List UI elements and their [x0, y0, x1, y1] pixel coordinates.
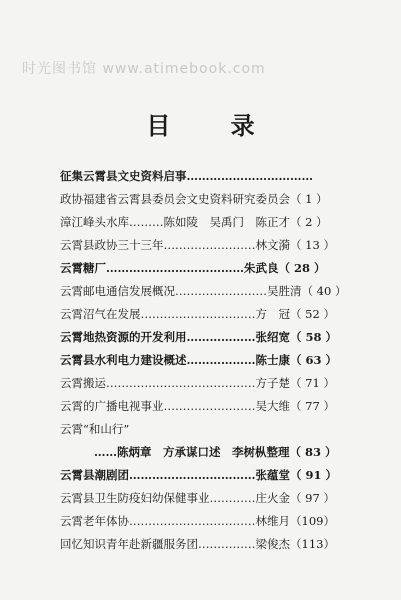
toc-entry: 云霄糖厂………………………………朱武良（ 28 ）	[60, 261, 326, 275]
page-title: 目 录	[146, 111, 281, 140]
watermark-text: 时光图书馆 www.atimebook.com	[22, 61, 266, 77]
toc-entry: 漳江峰头水库………陈如陵 吴禹门 陈正才（ 2 ）	[60, 215, 328, 229]
toc-entry: 云霄邮电通信发展概况……………………吴胜清（ 40 ）	[60, 284, 347, 298]
toc-entry: 回忆知识青年赴新疆服务团……………梁俊杰（113）	[60, 537, 335, 551]
table-of-contents	[60, 165, 376, 556]
toc-entry: 云霄县潮剧团……………………………张蕴堂（ 91 ）	[60, 468, 338, 482]
toc-entry: 云霄的广播电视事业……………………吴大维（ 77 ）	[60, 399, 335, 413]
toc-entry: 云霄县卫生防疫妇幼保健事业…………庄火金（ 97 ）	[60, 491, 335, 505]
toc-entry: 政协福建省云霄县委员会文史资料研究委员会（ 1 ）	[60, 192, 328, 206]
toc-entry: 征集云霄县文史资料启事……………………………	[60, 169, 313, 183]
toc-entry: 云霄地热资源的开发利用………………张绍宽（ 58 ）	[60, 330, 338, 344]
toc-entry: 云霄县政协三十三年……………………林文漪（ 13 ）	[60, 238, 335, 252]
toc-entry: 云霄沼气在发展…………………………方 冠（ 52 ）	[60, 307, 335, 321]
toc-entry: 云霄县水利电力建设概述………………陈士康（ 63 ）	[60, 353, 338, 367]
toc-entry: ……陈炳章 方承谋口述 李树枞整理（ 83 ）	[94, 445, 337, 459]
toc-entry: 云霄老年体协……………………………林维月（109）	[60, 514, 335, 528]
toc-entry: 云霄“和山行”	[60, 422, 130, 436]
toc-entry: 云霄搬运…………………………………方子楚（ 71 ）	[60, 376, 335, 390]
